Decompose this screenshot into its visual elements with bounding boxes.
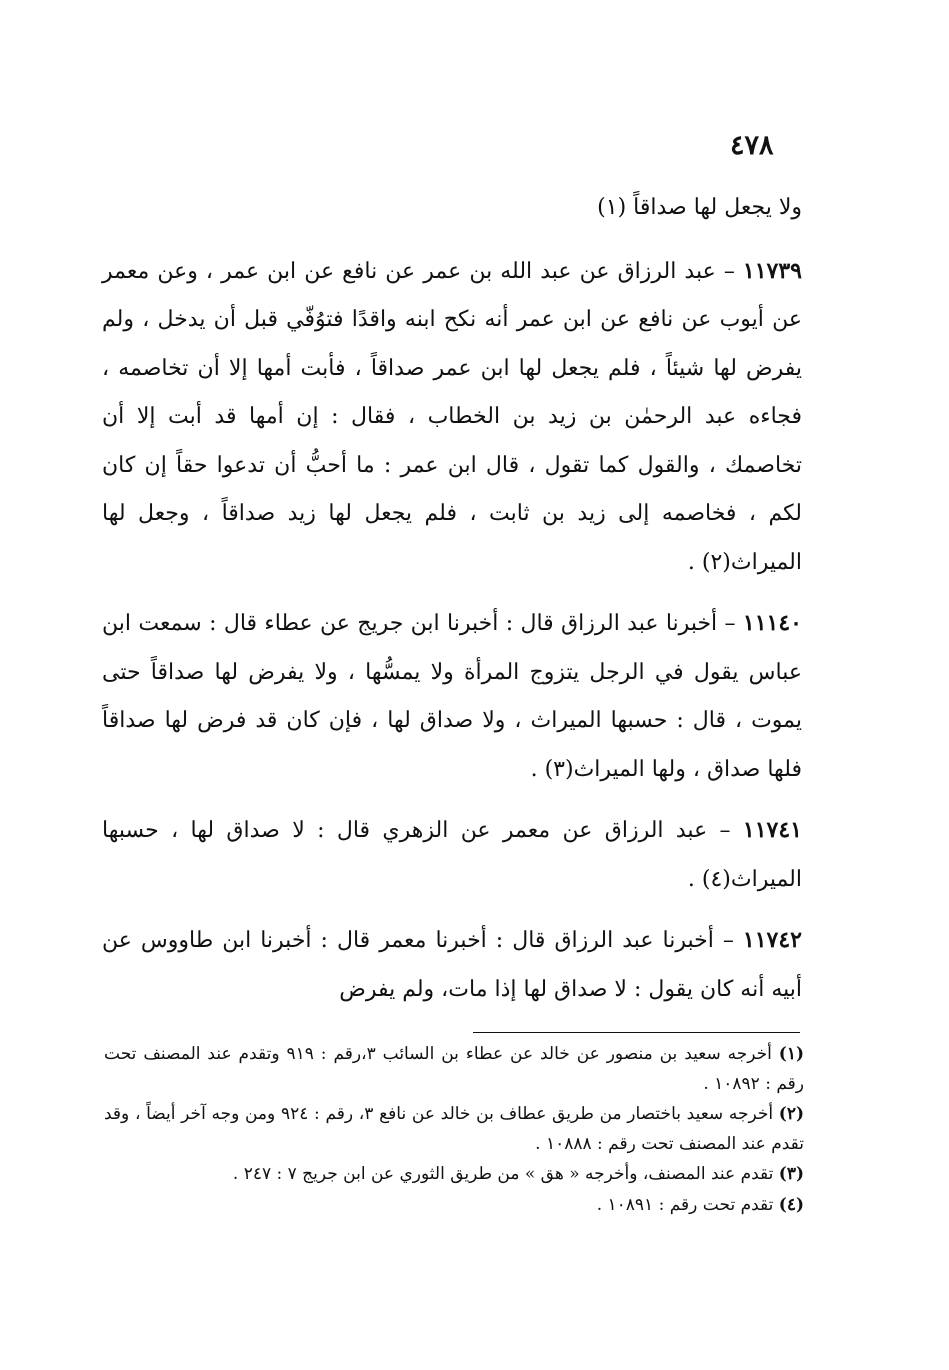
paragraph-continuation (102, 184, 802, 233)
footnote (104, 1040, 804, 1099)
footnote-text: أخرجه سعيد باختصار من طريق عطاف بن خالد عن نافع ٣، رقم : ٩٢٤ ومن وجه آخر أيضاً ، وقد تقدم عند المصنف تحت رقم : ١٠٨٨٨ . (104, 1104, 804, 1154)
footnote (104, 1100, 804, 1159)
hadith-paragraph (102, 806, 802, 904)
footnote (104, 1160, 804, 1190)
main-text (102, 184, 802, 1014)
footnote-marker: (١) (778, 1044, 804, 1064)
paragraph-text: – عبد الرزاق عن معمر عن الزهري قال : لا صداق لها ، حسبها الميراث(٤) . (102, 818, 802, 892)
hadith-number: ١١٧٤٢ (742, 927, 802, 953)
footnote-text: تقدم تحت رقم : ١٠٨٩١ . (596, 1194, 779, 1215)
footnote (104, 1191, 804, 1221)
hadith-number: ١١٧٣٩ (742, 257, 802, 284)
paragraph-text: – أخبرنا عبد الرزاق قال : أخبرنا معمر قال : أخبرنا ابن طاووس عن أبيه أنه كان يقول : لا صداق لها إذا مات، ولم يفرض (102, 928, 802, 1002)
footnote-divider (473, 1032, 800, 1033)
hadith-paragraph (102, 599, 802, 794)
hadith-paragraph (102, 247, 802, 588)
hadith-number: ١١١٤٠ (742, 610, 802, 636)
footnote-text: أخرجه سعيد بن منصور عن خالد عن عطاء بن السائب ٣،رقم : ٩١٩ وتقدم عند المصنف تحت رقم : ١٠٨٩٢ . (104, 1044, 804, 1094)
footnote-marker: (٢) (778, 1104, 805, 1124)
hadith-number: ١١٧٤١ (742, 817, 802, 843)
footnotes (104, 1040, 804, 1221)
paragraph-text: – أخبرنا عبد الرزاق قال : أخبرنا ابن جريج عن عطاء قال : سمعت ابن عباس يقول في الرجل يتزوج المرأة ولا يمسُّها ، ولا يفرض لها صداقاً حتى يموت ، قال : حسبها الميراث ، ولا صداق لها ، فإن كان قد فرض لها صداقاً فلها صداق ، ولها الميراث(٣) . (102, 611, 802, 782)
footnote-marker: (٣) (778, 1164, 804, 1184)
hadith-paragraph (102, 916, 802, 1014)
paragraph-text: – عبد الرزاق عن عبد الله بن عمر عن نافع عن ابن عمر ، وعن معمر عن أيوب عن نافع عن ابن عمر أنه نكح ابنه واقدًا فتوُفّي قبل أن يدخل ، ولم يفرض لها شيئاً ، فلم يجعل لها ابن عمر صداقاً ، فأبت أمها إلا أن تخاصمه ، فجاءه عبد الرحمٰن بن زيد بن الخطاب ، فقال : إن أمها قد أبت إلا أن تخاصمك ، والقول كما تقول ، قال ابن عمر : ما أحبُّ أن تدعوا حقاً إن كان لكم ، فخاصمه إلى زيد بن ثابت ، فلم يجعل لها زيد صداقاً ، وجعل لها الميراث(٢) . (102, 258, 802, 575)
paragraph-text: ولا يجعل لها صداقاً (١) (597, 195, 802, 220)
page-number: ٤٧٨ (730, 130, 774, 161)
footnote-marker: (٤) (778, 1194, 804, 1215)
footnote-text: تقدم عند المصنف، وأخرجه « هق » من طريق الثوري عن ابن جريج ٧ : ٢٤٧ . (232, 1164, 779, 1184)
